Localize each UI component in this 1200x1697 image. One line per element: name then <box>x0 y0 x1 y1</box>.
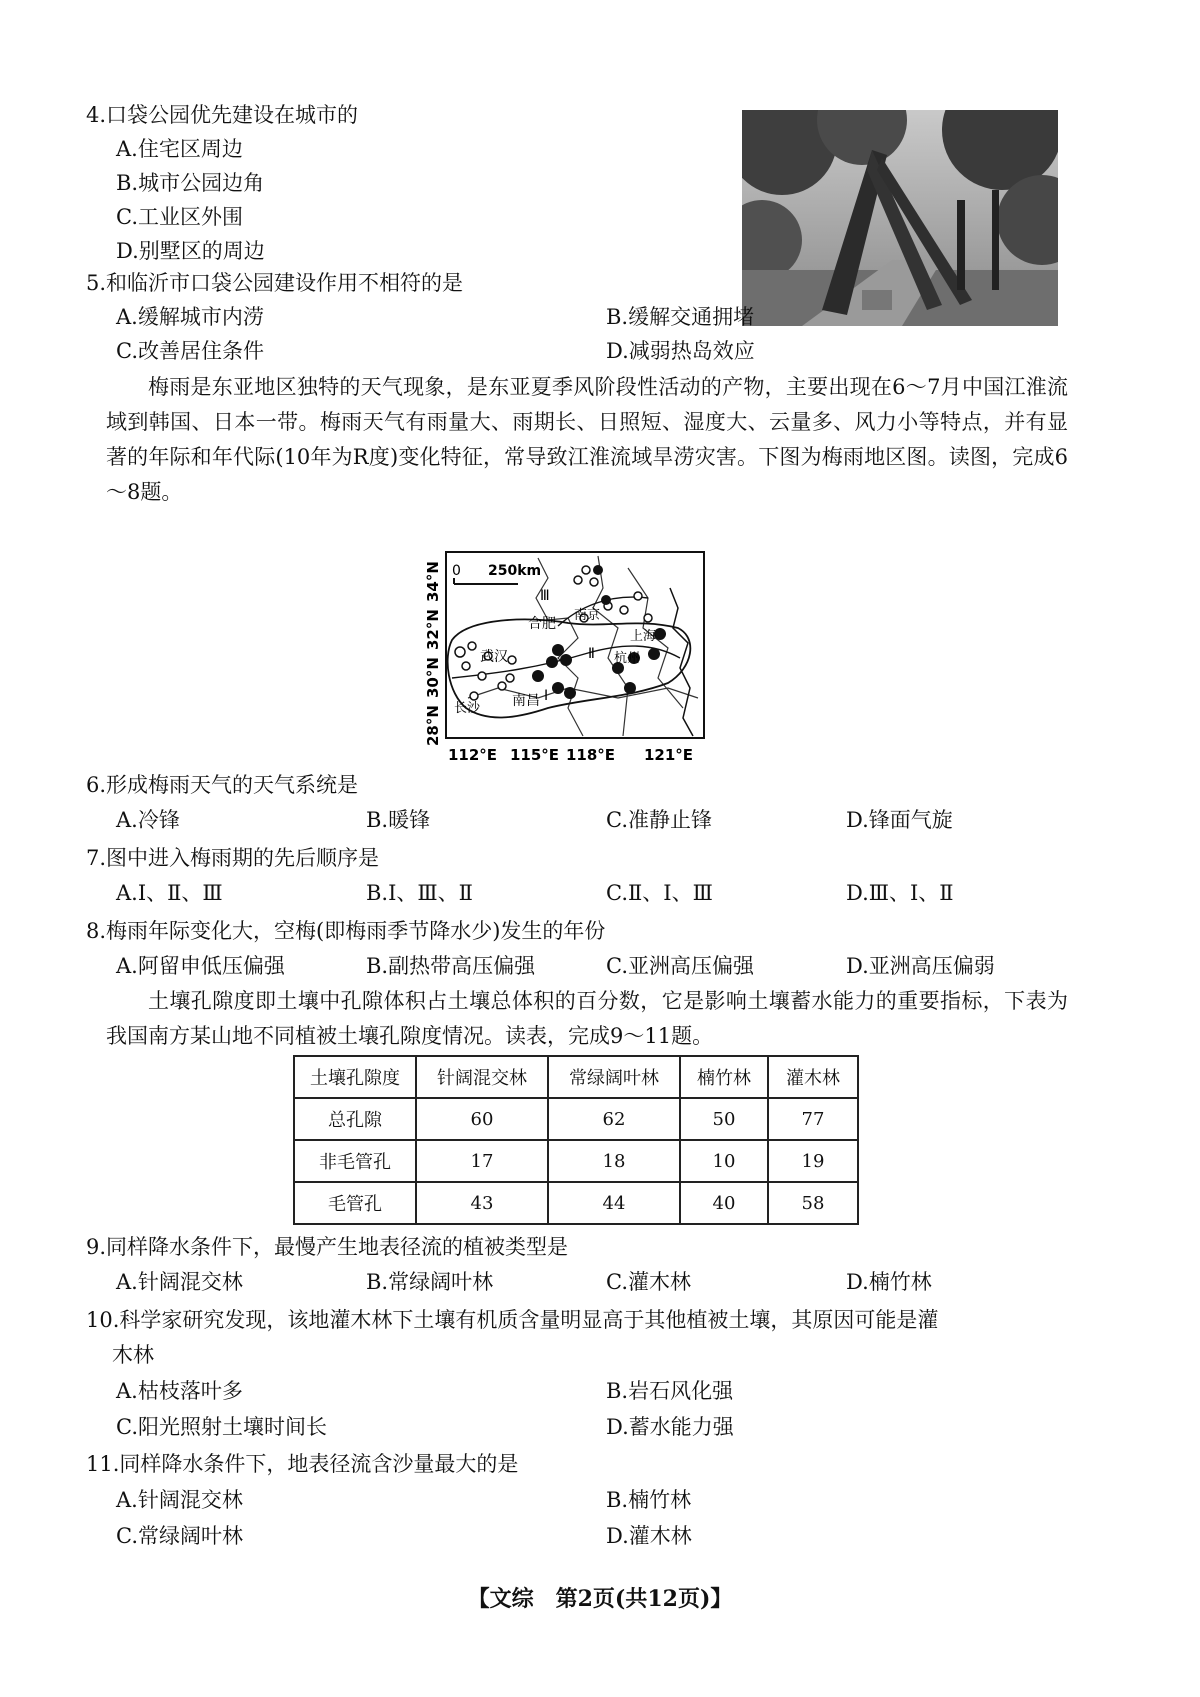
map-zone-1: Ⅰ <box>544 688 549 704</box>
table-cell: 19 <box>768 1140 858 1182</box>
q10-option-a: A.枯枝落叶多 <box>116 1379 243 1403</box>
map-city-hefei: 合肥 <box>528 616 556 632</box>
map-zone-2: Ⅱ <box>588 646 595 662</box>
map-lon-118: 118°E <box>566 746 616 764</box>
q11-option-d: D.灌木林 <box>606 1524 692 1548</box>
map-lon-121: 121°E <box>644 746 694 764</box>
q10-stem-continued: 木林 <box>112 1343 154 1367</box>
q4-option-b: B.城市公园边角 <box>116 171 265 195</box>
pocket-park-photo <box>742 110 1058 326</box>
table-cell: 62 <box>548 1098 680 1140</box>
map-lon-112: 112°E <box>448 746 498 764</box>
map-zone-3: Ⅲ <box>540 588 550 604</box>
q6-stem: 6.形成梅雨天气的天气系统是 <box>86 773 359 797</box>
map-lat-34: 34°N <box>424 561 442 602</box>
soil-porosity-table <box>293 1055 859 1225</box>
table-cell: 总孔隙 <box>294 1098 416 1140</box>
table-cell: 17 <box>416 1140 548 1182</box>
q7-option-a: A.Ⅰ、Ⅱ、Ⅲ <box>116 881 223 905</box>
q5-option-d: D.减弱热岛效应 <box>606 339 755 363</box>
q10-option-b: B.岩石风化强 <box>606 1379 734 1403</box>
q6-option-d: D.锋面气旋 <box>846 808 953 832</box>
table-header-cell: 常绿阔叶林 <box>548 1056 680 1098</box>
soil-intro-paragraph: 土壤孔隙度即土壤中孔隙体积占土壤总体积的百分数，它是影响土壤蓄水能力的重要指标，下表为我国南方某山地不同植被土壤孔隙度情况。读表，完成9～11题。 <box>106 989 1068 1048</box>
q6-option-b: B.暖锋 <box>366 808 431 832</box>
q5-option-b: B.缓解交通拥堵 <box>606 305 755 329</box>
q8-stem: 8.梅雨年际变化大，空梅(即梅雨季节降水少)发生的年份 <box>86 919 606 943</box>
map-city-nanjing: 南京 <box>574 608 601 623</box>
q9-option-a: A.针阔混交林 <box>116 1270 243 1294</box>
map-lat-28: 28°N <box>424 705 442 746</box>
q7-stem: 7.图中进入梅雨期的先后顺序是 <box>86 846 380 870</box>
q8-option-b: B.副热带高压偏强 <box>366 954 536 978</box>
table-cell: 43 <box>416 1182 548 1224</box>
q5-stem: 5.和临沂市口袋公园建设作用不相符的是 <box>86 271 464 295</box>
q5-option-c: C.改善居住条件 <box>116 339 264 363</box>
map-city-shanghai: 上海 <box>630 629 657 644</box>
map-lat-32: 32°N <box>424 609 442 650</box>
table-cell: 18 <box>548 1140 680 1182</box>
q10-stem: 10.科学家研究发现，该地灌木林下土壤有机质含量明显高于其他植被土壤，其原因可能是灌 <box>86 1308 939 1332</box>
q9-option-d: D.楠竹林 <box>846 1270 932 1294</box>
table-cell: 44 <box>548 1182 680 1224</box>
q9-option-c: C.灌木林 <box>606 1270 691 1294</box>
map-city-hangzhou: 杭州 <box>614 651 641 666</box>
table-row <box>294 1140 858 1182</box>
q9-option-b: B.常绿阔叶林 <box>366 1270 494 1294</box>
q5-option-a: A.缓解城市内涝 <box>116 305 264 329</box>
q4-stem: 4.口袋公园优先建设在城市的 <box>86 103 359 127</box>
q7-option-d: D.Ⅲ、Ⅰ、Ⅱ <box>846 881 954 905</box>
map-city-wuhan: 武汉 <box>480 649 508 665</box>
map-scale-zero: 0 <box>452 563 461 579</box>
table-header-cell: 土壤孔隙度 <box>294 1056 416 1098</box>
q8-option-d: D.亚洲高压偏弱 <box>846 954 995 978</box>
table-cell: 50 <box>680 1098 768 1140</box>
map-city-changsha: 长沙 <box>454 701 481 716</box>
q8-option-a: A.阿留申低压偏强 <box>116 954 285 978</box>
table-row <box>294 1182 858 1224</box>
table-cell: 77 <box>768 1098 858 1140</box>
meiyu-intro-paragraph: 梅雨是东亚地区独特的天气现象，是东亚夏季风阶段性活动的产物，主要出现在6～7月中国江淮流域到韩国、日本一带。梅雨天气有雨量大、雨期长、日照短、湿度大、云量多、风力小等特点，并有显著的年际和年代际(10年为R度)变化特征，常导致江淮流域旱涝灾害。下图为梅雨地区图。读图，完成6～8题。 <box>106 375 1068 504</box>
table-header-cell: 灌木林 <box>768 1056 858 1098</box>
map-city-nanchang: 南昌 <box>512 693 540 709</box>
q10-option-c: C.阳光照射土壤时间长 <box>116 1415 327 1439</box>
table-cell: 58 <box>768 1182 858 1224</box>
q7-option-c: C.Ⅱ、Ⅰ、Ⅲ <box>606 881 713 905</box>
table-cell: 40 <box>680 1182 768 1224</box>
table-cell: 非毛管孔 <box>294 1140 416 1182</box>
table-cell: 毛管孔 <box>294 1182 416 1224</box>
page-footer: 【文综 第2页(共12页)】 <box>467 1586 733 1612</box>
table-header-cell: 楠竹林 <box>680 1056 768 1098</box>
q7-option-b: B.Ⅰ、Ⅲ、Ⅱ <box>366 881 473 905</box>
q9-stem: 9.同样降水条件下，最慢产生地表径流的植被类型是 <box>86 1235 569 1259</box>
table-row <box>294 1098 858 1140</box>
q6-option-a: A.冷锋 <box>116 808 180 832</box>
map-scale-label: 250km <box>488 563 542 579</box>
q10-option-d: D.蓄水能力强 <box>606 1415 734 1439</box>
table-header-cell: 针阔混交林 <box>416 1056 548 1098</box>
q6-option-c: C.准静止锋 <box>606 808 712 832</box>
table-cell: 60 <box>416 1098 548 1140</box>
q8-option-c: C.亚洲高压偏强 <box>606 954 754 978</box>
map-lat-30: 30°N <box>424 657 442 698</box>
meiyu-region-map <box>408 548 708 778</box>
table-header-row <box>294 1056 858 1098</box>
q11-option-b: B.楠竹林 <box>606 1488 692 1512</box>
q11-option-c: C.常绿阔叶林 <box>116 1524 243 1548</box>
table-cell: 10 <box>680 1140 768 1182</box>
map-lon-115: 115°E <box>510 746 560 764</box>
q4-option-d: D.别墅区的周边 <box>116 239 265 263</box>
q11-stem: 11.同样降水条件下，地表径流含沙量最大的是 <box>86 1452 519 1476</box>
q11-option-a: A.针阔混交林 <box>116 1488 243 1512</box>
q4-option-a: A.住宅区周边 <box>116 137 243 161</box>
q4-option-c: C.工业区外围 <box>116 205 243 229</box>
